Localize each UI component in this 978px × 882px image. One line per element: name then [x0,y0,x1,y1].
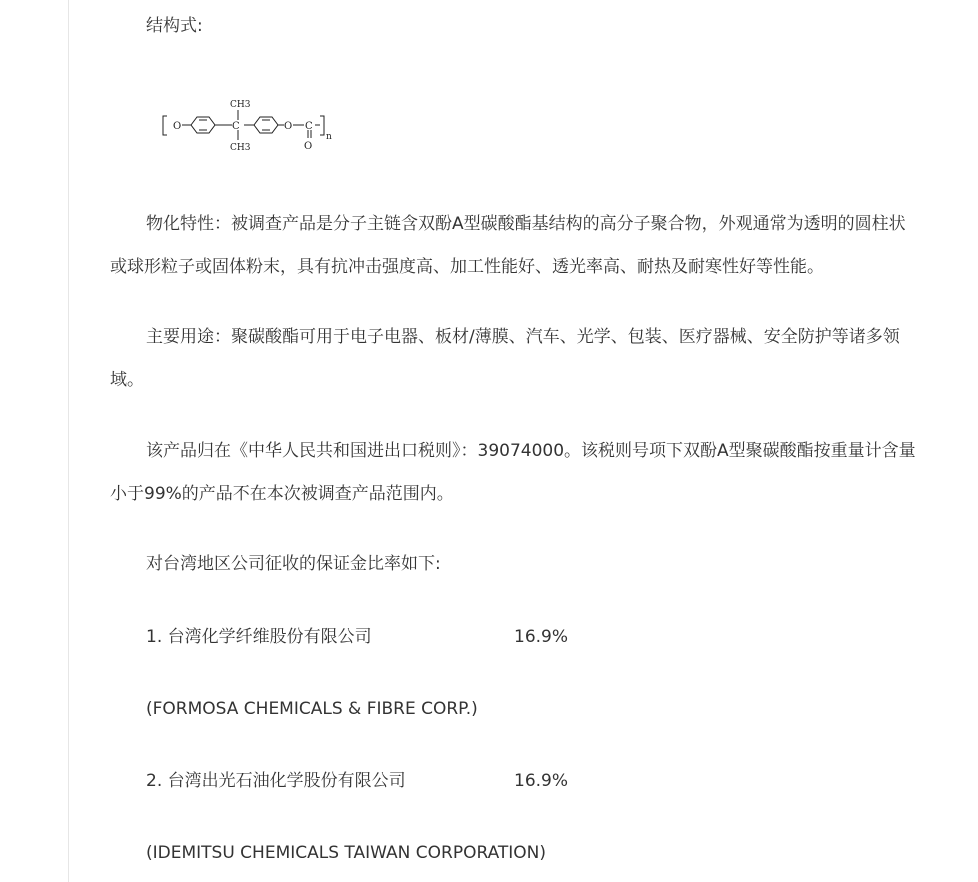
repeat-subscript: n [326,132,332,142]
left-bracket [163,116,167,135]
company-english-1: (FORMOSA CHEMICALS & FIBRE CORP.) [146,699,478,719]
company-row-1 [110,616,952,659]
structure-label: 结构式: [146,16,203,36]
uses-paragraph: 主要用途：聚碳酸酯可用于电子电器、板材/薄膜、汽车、光学、包装、医疗器械、安全防护等诸多领域。 [110,327,900,390]
carbonyl-oxygen-atom: O [304,141,313,152]
deposit-intro: 对台湾地区公司征收的保证金比率如下: [146,554,441,574]
left-border-rule [68,0,69,882]
structural-formula [160,92,340,156]
central-carbon-atom: C [232,121,240,132]
benzene-ring-1 [191,117,215,133]
ester-oxygen-atom: O [284,121,293,132]
company-rate: 16.9% [514,627,569,647]
methyl-top: CH3 [230,100,251,110]
properties-paragraph: 物化特性：被调查产品是分子主链含双酚A型碳酸酯基结构的高分子聚合物，外观通常为透明的圆柱状或球形粒子或固体粉末，具有抗冲击强度高、加工性能好、透光率高、耐热及耐寒性好等性能。 [110,214,906,277]
methyl-bottom: CH3 [230,143,251,153]
oxygen-atom: O [173,121,182,132]
carbonyl-carbon-atom: C [305,121,313,132]
company-name: 2. 台湾出光石油化学股份有限公司 [146,771,406,791]
company-rate: 16.9% [514,771,569,791]
right-bracket [320,116,324,135]
company-row-2 [110,760,952,803]
company-name: 1. 台湾化学纤维股份有限公司 [146,627,372,647]
tariff-paragraph: 该产品归在《中华人民共和国进出口税则》：39074000。该税则号项下双酚A型聚碳酸酯按重量计含量小于99%的产品不在本次被调查产品范围内。 [110,441,916,504]
structural-formula-drawing [160,92,340,156]
company-english-2: (IDEMITSU CHEMICALS TAIWAN CORPORATION) [146,843,547,863]
benzene-ring-2 [254,117,278,133]
